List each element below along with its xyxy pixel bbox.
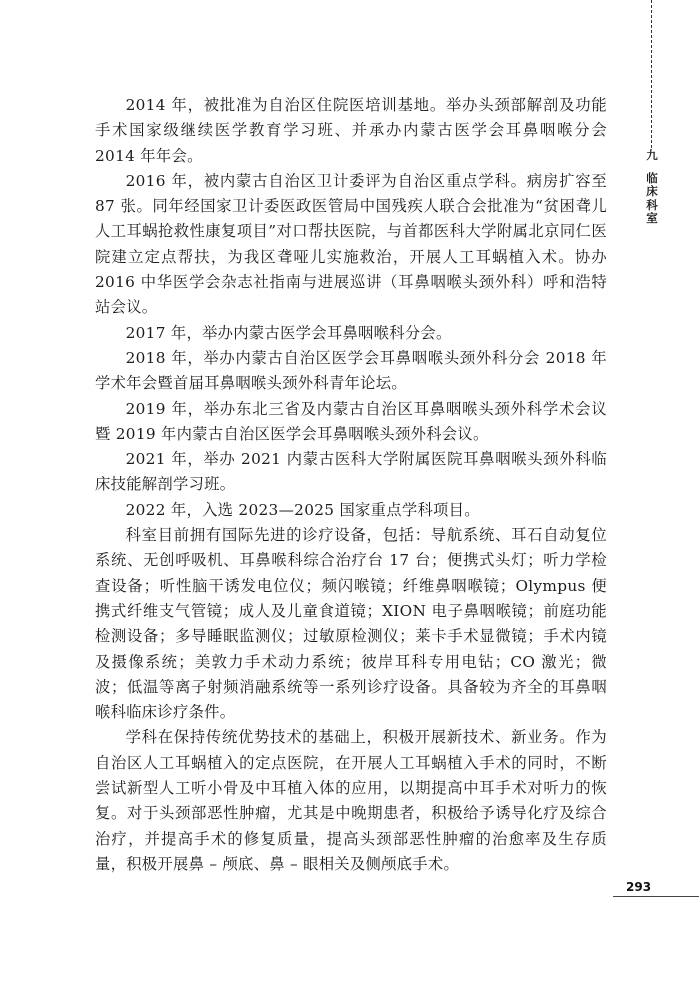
- chapter-tab-rule: [651, 0, 652, 148]
- paragraph-discipline: 学科在保持传统优势技术的基础上，积极开展新技术、新业务。作为自治区人工耳蜗植入的定点医院，在开展人工耳蜗植入手术的同时，不断尝试新型人工听小骨及中耳植入体的应用，以期提高中耳手术对听力的恢复。对于头颈部恶性肿瘤，尤其是中晚期患者，积极给予诱导化疗及综合治疗，并提高手术的修复质量，提高头颈部恶性肿瘤的治愈率及生存质量，积极开展鼻 – 颅底、鼻 – 眼相关及侧颅底手术。: [95, 728, 607, 873]
- chapter-number: 九: [646, 148, 658, 162]
- page-number-rule: [613, 896, 699, 897]
- paragraph-2019: 2019 年，举办东北三省及内蒙古自治区耳鼻咽喉头颈外科学术会议暨 2019 年内蒙古自治区医学会耳鼻咽喉头颈外科会议。: [95, 399, 607, 443]
- paragraph-2021: 2021 年，举办 2021 内蒙古医科大学附属医院耳鼻咽喉头颈外科临床技能解剖学习班。: [95, 450, 607, 494]
- paragraph-2022: 2022 年，入选 2023—2025 国家重点学科项目。: [125, 500, 480, 519]
- paragraph-2014: 2014 年，被批准为自治区住院医培训基地。举办头颈部解剖及功能手术国家级继续医学教育学习班、并承办内蒙古医学会耳鼻咽喉分会 2014 年年会。: [95, 96, 607, 165]
- chapter-title-char: 室: [646, 211, 658, 225]
- paragraph-2018: 2018 年，举办内蒙古自治区医学会耳鼻咽喉头颈外科分会 2018 年学术年会暨首届耳鼻咽喉头颈外科青年论坛。: [95, 348, 607, 393]
- chapter-tab: [640, 149, 664, 226]
- body-text: [95, 93, 607, 877]
- chapter-title-char: 科: [646, 197, 658, 212]
- chapter-title-char: 床: [646, 184, 658, 198]
- paragraph-equipment: 科室目前拥有国际先进的诊疗设备，包括：导航系统、耳石自动复位系统、无创呼吸机、耳鼻喉科综合治疗台 17 台；便携式头灯；听力学检查设备；听性脑干诱发电位仪；频闪喉镜；纤维鼻咽喉镜；Olympus 便携式纤维支气管镜；成人及儿童食道镜；XION 电子鼻咽喉镜；前庭功能检测设备；多导睡眠监测仪；过敏原检测仪；莱卡手术显微镜；手术内镜及摄像系统；美敦力手术动力系统；彼岸耳科专用电钻；CO 激光；微波；低温等离子射频消融系统等一系列诊疗设备。具备较为齐全的耳鼻咽喉科临床诊疗条件。: [95, 526, 607, 722]
- paragraph-2017: 2017 年，举办内蒙古医学会耳鼻咽喉科分会。: [125, 323, 452, 342]
- chapter-title-char: 临: [646, 170, 658, 185]
- page-number: 293: [626, 880, 652, 894]
- paragraph-2016: 2016 年，被内蒙古自治区卫计委评为自治区重点学科。病房扩容至 87 张。同年经国家卫计委医政医管局中国残疾人联合会批准为“贫困聋儿人工耳蜗抢救性康复项目”对口帮扶医院，与首都医科大学附属北京同仁医院建立定点帮扶，为我区聋哑儿实施救治，开展人工耳蜗植入术。协办 2016 中华医学会杂志社指南与进展巡讲（耳鼻咽喉头颈外科）呼和浩特站会议。: [95, 171, 607, 317]
